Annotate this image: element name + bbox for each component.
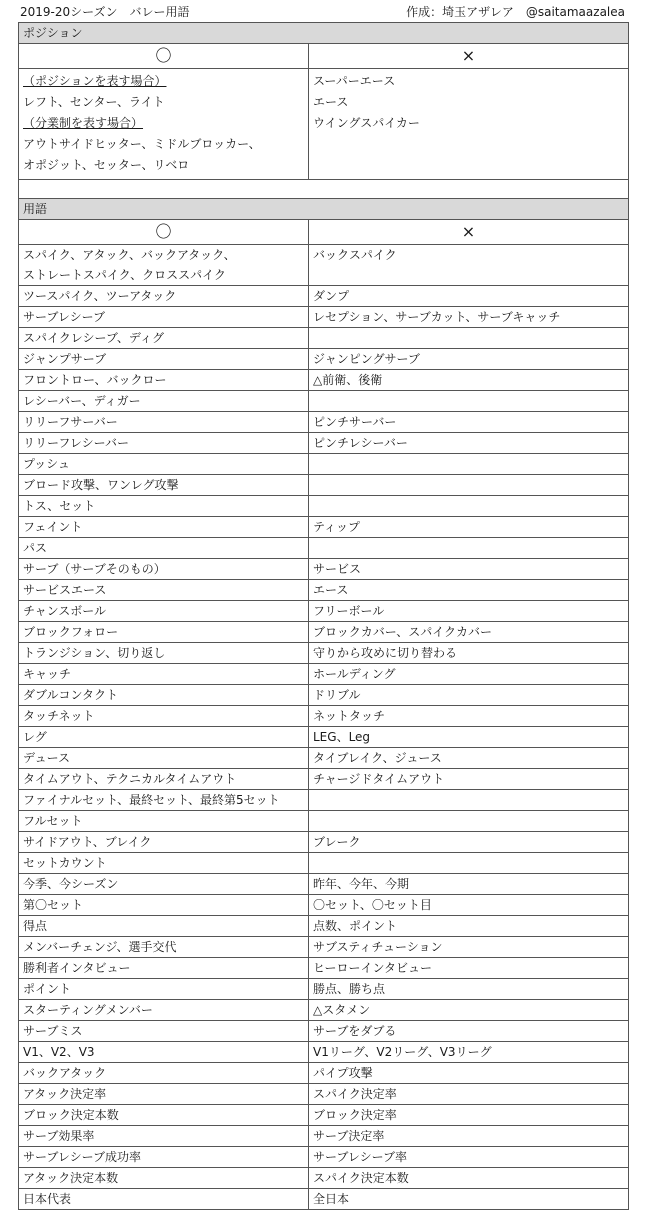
term-ng-cell: エース (309, 580, 629, 601)
term-ok-cell: ブロックフォロー (19, 622, 309, 643)
term-row (19, 895, 629, 916)
term-ok-cell: フロントロー、バックロー (19, 370, 309, 391)
spacer-row (19, 180, 629, 199)
term-ng-cell: ピンチサーバー (309, 412, 629, 433)
term-ng-cell: ネットタッチ (309, 706, 629, 727)
term-ok-cell: サーブレシーブ成功率 (19, 1147, 309, 1168)
position-row (19, 69, 629, 180)
term-ok-cell: ツースパイク、ツーアタック (19, 286, 309, 307)
terms-section-header (19, 199, 629, 220)
term-ng-cell: サーブ決定率 (309, 1126, 629, 1147)
term-ng-cell: サーブをダブる (309, 1021, 629, 1042)
position-ok-line: レフト、センター、ライト (23, 95, 165, 109)
position-ok-line: （ポジションを表す場合） (23, 74, 167, 88)
term-row (19, 706, 629, 727)
term-ok-cell: ブロード攻撃、ワンレグ攻撃 (19, 475, 309, 496)
term-ng-cell (309, 496, 629, 517)
term-ng-cell: ブロック決定率 (309, 1105, 629, 1126)
term-ng-cell: △スタメン (309, 1000, 629, 1021)
term-row (19, 664, 629, 685)
term-ng-cell (309, 328, 629, 349)
term-ok-cell: バックアタック (19, 1063, 309, 1084)
term-ng-cell: ホールディング (309, 664, 629, 685)
term-row (19, 1063, 629, 1084)
term-ok-cell: レグ (19, 727, 309, 748)
term-ok-cell: フルセット (19, 811, 309, 832)
term-ng-cell: ヒーローインタビュー (309, 958, 629, 979)
term-ng-cell: ブロックカバー、スパイクカバー (309, 622, 629, 643)
term-ok-cell: リリーフレシーバー (19, 433, 309, 454)
term-ok-cell: プッシュ (19, 454, 309, 475)
term-row (19, 370, 629, 391)
term-ok-cell: 得点 (19, 916, 309, 937)
term-row (19, 538, 629, 559)
term-ok-cell: メンバーチェンジ、選手交代 (19, 937, 309, 958)
term-ok-cell: トス、セット (19, 496, 309, 517)
term-row (19, 559, 629, 580)
term-ok-cell: キャッチ (19, 664, 309, 685)
term-ng-cell: △前衛、後衛 (309, 370, 629, 391)
term-row (19, 958, 629, 979)
position-ng-line: スーパーエース (313, 74, 396, 88)
term-ng-cell (309, 811, 629, 832)
terms-column-header (19, 220, 629, 245)
term-ng-cell (309, 790, 629, 811)
term-row (19, 1021, 629, 1042)
position-ok-line: アウトサイドヒッター、ミドルブロッカー、 (23, 137, 261, 151)
term-ok-cell: 第〇セット (19, 895, 309, 916)
term-row (19, 1105, 629, 1126)
term-ok-cell: デュース (19, 748, 309, 769)
term-row (19, 517, 629, 538)
term-ok-cell: レシーバー、ディガー (19, 391, 309, 412)
term-row (19, 286, 629, 307)
term-ng-cell: レセプション、サーブカット、サーブキャッチ (309, 307, 629, 328)
term-ok-cell: リリーフサーバー (19, 412, 309, 433)
term-row (19, 412, 629, 433)
term-ok-cell: スパイク、アタック、バックアタック、 ストレートスパイク、クロススパイク (19, 245, 309, 286)
term-row (19, 496, 629, 517)
term-ng-cell: 守りから攻めに切り替わる (309, 643, 629, 664)
term-row (19, 601, 629, 622)
term-row (19, 685, 629, 706)
term-ng-cell: ドリブル (309, 685, 629, 706)
term-row (19, 307, 629, 328)
term-ng-cell: バックスパイク (309, 245, 629, 286)
ng-column-mark: × (309, 220, 629, 245)
ng-column-mark: × (309, 44, 629, 69)
term-ng-cell: LEG、Leg (309, 727, 629, 748)
term-row (19, 1084, 629, 1105)
term-ng-cell: ジャンピングサーブ (309, 349, 629, 370)
sheet-title: 2019-20シーズン バレー用語 (20, 5, 190, 19)
term-row (19, 811, 629, 832)
term-ok-cell: アタック決定率 (19, 1084, 309, 1105)
term-ng-cell (309, 538, 629, 559)
term-row (19, 727, 629, 748)
sheet-header (0, 0, 647, 22)
position-section-header (19, 23, 629, 44)
term-ok-cell: フェイント (19, 517, 309, 538)
term-ok-cell: スターティングメンバー (19, 1000, 309, 1021)
term-ok-cell: パス (19, 538, 309, 559)
term-row (19, 454, 629, 475)
term-row (19, 874, 629, 895)
term-ok-cell: チャンスボール (19, 601, 309, 622)
term-ok-cell: タイムアウト、テクニカルタイムアウト (19, 769, 309, 790)
term-ng-cell (309, 853, 629, 874)
term-row (19, 433, 629, 454)
term-ng-cell: タイブレイク、ジュース (309, 748, 629, 769)
term-row (19, 643, 629, 664)
term-ng-cell: V1リーグ、V2リーグ、V3リーグ (309, 1042, 629, 1063)
term-ng-cell: 昨年、今年、今期 (309, 874, 629, 895)
term-ok-cell: 日本代表 (19, 1189, 309, 1210)
term-row (19, 1168, 629, 1189)
position-ok-line: オポジット、セッター、リベロ (23, 158, 190, 172)
term-ng-cell: スパイク決定率 (309, 1084, 629, 1105)
term-ok-cell: ジャンプサーブ (19, 349, 309, 370)
term-ok-cell: スパイクレシーブ、ディグ (19, 328, 309, 349)
ok-column-mark: 〇 (19, 220, 309, 245)
term-ok-cell: 勝利者インタビュー (19, 958, 309, 979)
term-ng-cell: チャージドタイムアウト (309, 769, 629, 790)
term-row (19, 622, 629, 643)
term-row (19, 475, 629, 496)
term-ok-cell: サイドアウト、ブレイク (19, 832, 309, 853)
term-row (19, 245, 629, 286)
position-ok-line: （分業制を表す場合） (23, 116, 144, 130)
term-row (19, 580, 629, 601)
term-ok-cell: サーブレシーブ (19, 307, 309, 328)
term-ng-cell: ティップ (309, 517, 629, 538)
term-row (19, 1000, 629, 1021)
term-ok-cell: 今季、今シーズン (19, 874, 309, 895)
term-ok-cell: セットカウント (19, 853, 309, 874)
term-ng-cell: サーブレシーブ率 (309, 1147, 629, 1168)
term-ng-cell: 全日本 (309, 1189, 629, 1210)
term-ok-cell: ダブルコンタクト (19, 685, 309, 706)
position-section-label: ポジション (19, 23, 629, 44)
term-row (19, 937, 629, 958)
term-row (19, 391, 629, 412)
term-row (19, 832, 629, 853)
term-ok-cell: サービスエース (19, 580, 309, 601)
term-ng-cell: サービス (309, 559, 629, 580)
term-ng-cell: パイプ攻撃 (309, 1063, 629, 1084)
position-ng-cell (309, 69, 629, 180)
term-row (19, 1147, 629, 1168)
term-ok-cell: アタック決定本数 (19, 1168, 309, 1189)
term-row (19, 790, 629, 811)
term-ok-cell: ブロック決定本数 (19, 1105, 309, 1126)
term-ng-cell: 〇セット、〇セット目 (309, 895, 629, 916)
term-row (19, 1126, 629, 1147)
term-ng-cell: スパイク決定本数 (309, 1168, 629, 1189)
term-ok-cell: サーブ効果率 (19, 1126, 309, 1147)
term-ng-cell: サブスティチューション (309, 937, 629, 958)
author-credit: 作成：埼玉アザレア @saitamaazalea (406, 5, 625, 19)
term-ok-cell: トランジション、切り返し (19, 643, 309, 664)
position-ok-cell (19, 69, 309, 180)
term-ng-cell (309, 475, 629, 496)
terminology-table (18, 22, 629, 1210)
position-ng-line: ウイングスパイカー (313, 116, 420, 130)
term-ng-cell: 点数、ポイント (309, 916, 629, 937)
term-ok-cell: タッチネット (19, 706, 309, 727)
term-row (19, 769, 629, 790)
term-row (19, 1042, 629, 1063)
term-ok-cell: サーブ（サーブそのもの） (19, 559, 309, 580)
ok-column-mark: 〇 (19, 44, 309, 69)
terms-section-label: 用語 (19, 199, 629, 220)
term-ok-cell: ポイント (19, 979, 309, 1000)
term-ok-cell: サーブミス (19, 1021, 309, 1042)
term-ng-cell: 勝点、勝ち点 (309, 979, 629, 1000)
term-ng-cell: ピンチレシーバー (309, 433, 629, 454)
term-row (19, 328, 629, 349)
term-row (19, 853, 629, 874)
term-row (19, 916, 629, 937)
position-column-header (19, 44, 629, 69)
term-row (19, 748, 629, 769)
term-row (19, 979, 629, 1000)
term-ng-cell: ダンプ (309, 286, 629, 307)
term-ng-cell (309, 391, 629, 412)
position-ng-line: エース (313, 95, 349, 109)
term-ng-cell: フリーボール (309, 601, 629, 622)
term-ng-cell: ブレーク (309, 832, 629, 853)
term-ok-cell: V1、V2、V3 (19, 1042, 309, 1063)
term-ng-cell (309, 454, 629, 475)
term-row (19, 1189, 629, 1210)
term-ok-cell: ファイナルセット、最終セット、最終第5セット (19, 790, 309, 811)
term-row (19, 349, 629, 370)
